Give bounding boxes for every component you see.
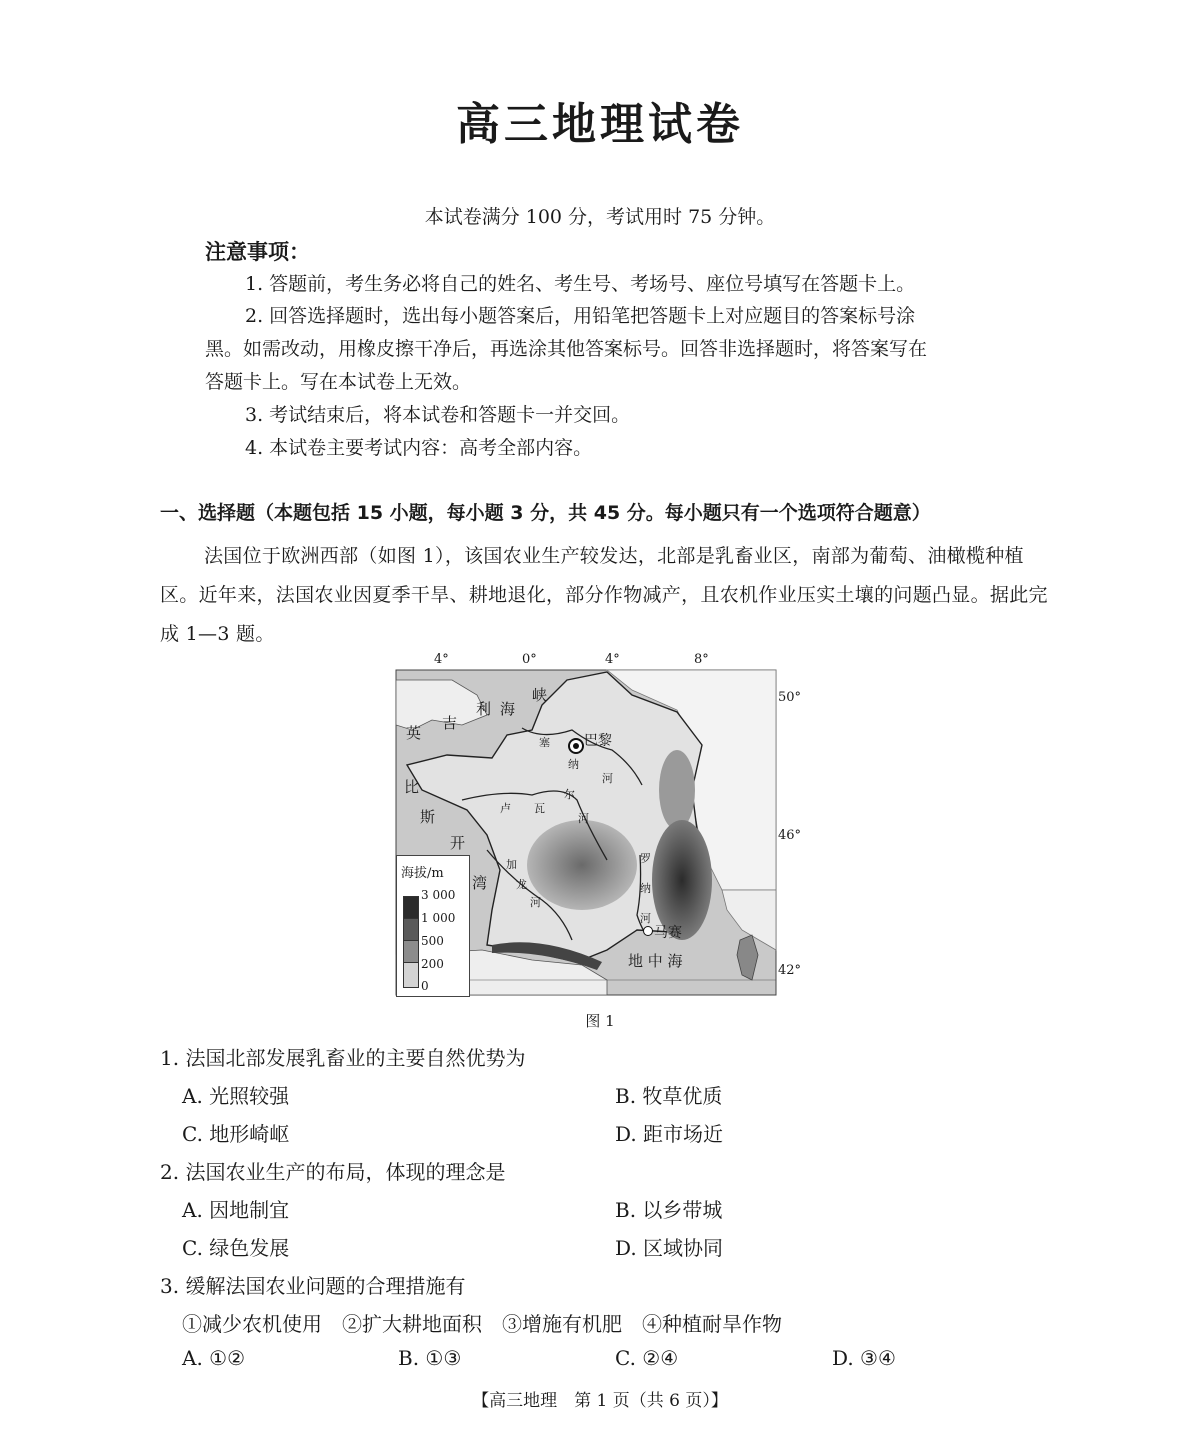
river-label: 河 bbox=[602, 772, 613, 785]
paris-marker bbox=[568, 738, 584, 754]
notice-item: 4. 本试卷主要考试内容：高考全部内容。 bbox=[245, 437, 593, 459]
notice-item: 黑。如需改动，用橡皮擦干净后，再选涂其他答案标号。回答非选择题时，将答案写在 bbox=[205, 338, 928, 360]
river-label: 加 bbox=[506, 858, 517, 871]
city-label-paris: 巴黎 bbox=[584, 733, 612, 749]
figure-caption: 图 1 bbox=[585, 1012, 615, 1030]
passage: 法国位于欧洲西部（如图 1），该国农业生产较发达，北部是乳畜业区，南部为葡萄、油橄榄种植区。近年来，法国农业因夏季干旱、耕地退化，部分作物减产，且农机作业压实土壤的问题凸显。据此完成 1—3 题。 bbox=[160, 545, 1048, 645]
option: A. ①② bbox=[182, 1346, 246, 1370]
river-label: 河 bbox=[640, 912, 651, 925]
sea-label: 斯 bbox=[420, 808, 436, 826]
option: A. 因地制宜 bbox=[182, 1198, 290, 1222]
city-label-marseille: 马赛 bbox=[654, 925, 682, 941]
option: C. 地形崎岖 bbox=[182, 1122, 290, 1146]
lat-label: 46° bbox=[778, 828, 802, 843]
river-label: 河 bbox=[530, 896, 541, 909]
river-label: 纳 bbox=[568, 758, 579, 771]
option: A. 光照较强 bbox=[182, 1084, 290, 1108]
legend-level: 1 000 bbox=[421, 911, 456, 925]
sea-label: 英 bbox=[406, 724, 422, 742]
notice-item: 1. 答题前，考生务必将自己的姓名、考生号、考场号、座位号填写在答题卡上。 bbox=[245, 273, 916, 295]
massif-central bbox=[527, 820, 637, 910]
page-title: 高三地理试卷 bbox=[456, 99, 744, 150]
river-label: 河 bbox=[578, 812, 589, 825]
question-stem: 2. 法国农业生产的布局，体现的理念是 bbox=[160, 1160, 506, 1184]
lon-label: 4° bbox=[434, 652, 449, 667]
river-label: 卢 bbox=[500, 802, 511, 815]
lat-label: 42° bbox=[778, 963, 802, 978]
legend-swatch bbox=[403, 940, 419, 964]
section-heading: 一、选择题（本题包括 15 小题，每小题 3 分，共 45 分。每小题只有一个选项符合题意） bbox=[160, 502, 931, 524]
exam-info: 本试卷满分 100 分，考试用时 75 分钟。 bbox=[424, 206, 776, 228]
sea-label: 比 bbox=[404, 778, 420, 796]
notice-item: 答题卡上。写在本试卷上无效。 bbox=[205, 371, 472, 393]
option: C. ②④ bbox=[615, 1346, 679, 1370]
option: D. 区域协同 bbox=[615, 1236, 724, 1260]
legend-swatch bbox=[403, 918, 419, 942]
question-subitems: ①减少农机使用 ②扩大耕地面积 ③增施有机肥 ④种植耐旱作物 bbox=[182, 1312, 782, 1336]
sea-label: 峡 bbox=[532, 686, 548, 704]
notice-item: 2. 回答选择题时，选出每小题答案后，用铅笔把答题卡上对应题目的答案标号涂 bbox=[245, 305, 916, 327]
legend-level: 200 bbox=[421, 957, 444, 971]
river-label: 纳 bbox=[640, 882, 651, 895]
question-stem: 3. 缓解法国农业问题的合理措施有 bbox=[160, 1274, 466, 1298]
river-label: 尔 bbox=[564, 788, 575, 801]
legend-swatch bbox=[403, 896, 419, 920]
vosges bbox=[659, 750, 695, 830]
sea-label: 利 bbox=[476, 700, 492, 718]
page-footer: 【高三地理 第 1 页（共 6 页）】 bbox=[472, 1391, 728, 1411]
sea-label: 吉 bbox=[442, 714, 458, 732]
sea-label: 开 bbox=[450, 834, 466, 852]
notice-heading: 注意事项： bbox=[205, 240, 310, 264]
option: D. 距市场近 bbox=[615, 1122, 724, 1146]
river-label: 瓦 bbox=[534, 802, 545, 815]
sea-label: 地 中 海 bbox=[628, 952, 683, 970]
option: B. 以乡带城 bbox=[615, 1198, 723, 1222]
legend-level: 500 bbox=[421, 934, 444, 948]
lon-label: 0° bbox=[522, 652, 537, 667]
elevation-legend bbox=[396, 855, 470, 997]
lat-label: 50° bbox=[778, 690, 802, 705]
question-stem: 1. 法国北部发展乳畜业的主要自然优势为 bbox=[160, 1046, 526, 1070]
option: D. ③④ bbox=[832, 1346, 896, 1370]
lon-label: 4° bbox=[605, 652, 620, 667]
river-label: 龙 bbox=[516, 878, 527, 891]
sea-label: 海 bbox=[500, 700, 516, 718]
legend-level: 3 000 bbox=[421, 888, 456, 902]
option: B. 牧草优质 bbox=[615, 1084, 723, 1108]
marseille-marker bbox=[643, 926, 653, 936]
sea-label: 湾 bbox=[472, 874, 488, 892]
option: B. ①③ bbox=[398, 1346, 462, 1370]
france-map bbox=[392, 650, 804, 1000]
notice-item: 3. 考试结束后，将本试卷和答题卡一并交回。 bbox=[245, 404, 631, 426]
option: C. 绿色发展 bbox=[182, 1236, 290, 1260]
legend-title: 海拔/m bbox=[401, 866, 444, 881]
lon-label: 8° bbox=[694, 652, 709, 667]
legend-level: 0 bbox=[421, 979, 429, 993]
legend-swatch bbox=[403, 962, 419, 988]
river-label: 塞 bbox=[539, 736, 550, 749]
river-label: 罗 bbox=[640, 852, 651, 865]
